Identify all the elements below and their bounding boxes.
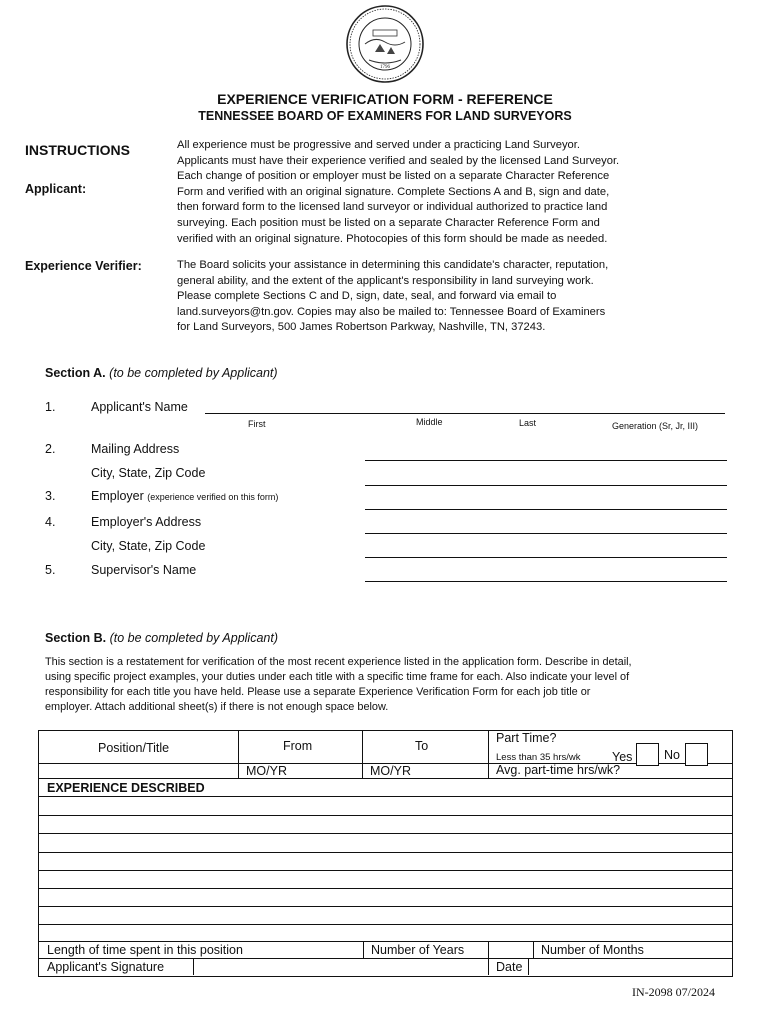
applicant-signature-field[interactable]	[194, 959, 487, 974]
experience-description-field[interactable]	[39, 797, 731, 941]
to-mo-yr-label: MO/YR	[370, 764, 411, 778]
no-checkbox[interactable]	[685, 743, 708, 766]
mailing-address-field[interactable]	[365, 460, 727, 461]
applicant-name-label: Applicant's Name	[91, 400, 188, 414]
last-name-caption: Last	[519, 418, 537, 428]
form-id: IN-2098 07/2024	[632, 985, 715, 999]
employer-label: Employer (experience verified on this form)	[91, 489, 279, 503]
applicant-label: Applicant:	[25, 182, 87, 196]
item-number: 1.	[45, 400, 56, 414]
verifier-label: Experience Verifier:	[25, 259, 142, 273]
city-state-zip-field[interactable]	[365, 485, 727, 486]
yes-label: Yes	[612, 750, 633, 764]
supervisor-name-field[interactable]	[365, 581, 727, 582]
mailing-address-label: Mailing Address	[91, 442, 180, 456]
applicant-name-field[interactable]	[205, 413, 725, 414]
instructions-label: INSTRUCTIONS	[25, 142, 130, 158]
section-b-heading: Section B. (to be completed by Applicant)	[45, 631, 278, 645]
no-label: No	[664, 748, 680, 762]
item-number: 4.	[45, 515, 56, 529]
part-time-header: Part Time?	[496, 731, 557, 745]
avg-part-time-label: Avg. part-time hrs/wk?	[496, 763, 621, 777]
less-than-hours-label: Less than 35 hrs/wk	[496, 752, 581, 763]
middle-name-caption: Middle	[416, 417, 443, 427]
verifier-instructions: The Board solicits your assistance in determining this candidate's character, reputation, general ability, and the extent of the applicant's responsibility in land surveying work. Please complete Sections C and D, sign, date, seal, and forward via email to land.surveyors@tn.gov. Copies may also be mailed to: Tennessee Board of Examiners for Land Surveyors, 500 James Robertson Parkway, Nashville, TN, 37243.	[177, 259, 609, 334]
supervisor-name-label: Supervisor's Name	[91, 563, 197, 577]
number-of-months-label: Number of Months	[541, 943, 644, 957]
employer-address-field[interactable]	[365, 533, 727, 534]
section-a-heading: Section A. (to be completed by Applicant)	[45, 366, 278, 380]
to-header: To	[415, 739, 429, 753]
number-of-years-label: Number of Years	[371, 943, 465, 957]
form-title: EXPERIENCE VERIFICATION FORM - REFERENCE	[217, 91, 553, 107]
length-of-time-label: Length of time spent in this position	[47, 943, 243, 957]
date-label: Date	[496, 960, 523, 974]
from-mo-yr-label: MO/YR	[246, 764, 287, 778]
experience-described-label: EXPERIENCE DESCRIBED	[47, 781, 205, 795]
section-b-instructions: This section is a restatement for verification of the most recent experience listed in the application form. Describe in detail, using specific project examples, your duties under each title with a specific time frame for each. Also indicate your level of responsibility for each title you have held. Please use a separate Experience Verification Form for each job title or employer. Attach additional sheet(s) if there is not enough space below.	[45, 656, 632, 713]
employer-city-state-zip-field[interactable]	[365, 557, 727, 558]
item-number: 5.	[45, 563, 56, 577]
applicant-signature-label: Applicant's Signature	[47, 960, 165, 974]
svg-text:1796: 1796	[380, 65, 390, 70]
form-subtitle: TENNESSEE BOARD OF EXAMINERS FOR LAND SURVEYORS	[198, 109, 572, 123]
employer-field[interactable]	[365, 509, 727, 510]
position-title-header: Position/Title	[98, 741, 170, 755]
number-of-years-field[interactable]	[489, 942, 532, 957]
first-name-caption: First	[248, 419, 266, 429]
tennessee-state-seal	[345, 4, 425, 84]
applicant-instructions: All experience must be progressive and served under a practicing Land Surveyor. Applicants must have their experience verified and sealed by the licensed Land Surveyor. Each change of position or employer must be listed on a separate Character Reference Form and verified with an original signature. Complete Sections A and B, sign and date, then forward form to the licensed land surveyor or individual authorized to practice land surveying. Each position must be listed on a separate Character Reference Form and verified with an original signature. Photocopies of this form should be made as needed.	[177, 139, 620, 245]
employer-city-state-zip-label: City, State, Zip Code	[91, 539, 206, 553]
date-field[interactable]	[529, 959, 730, 974]
from-header: From	[283, 739, 313, 753]
generation-caption: Generation (Sr, Jr, III)	[612, 421, 699, 431]
employer-address-label: Employer's Address	[91, 515, 202, 529]
item-number: 3.	[45, 489, 56, 503]
city-state-zip-label: City, State, Zip Code	[91, 466, 206, 480]
item-number: 2.	[45, 442, 56, 456]
yes-checkbox[interactable]	[636, 743, 659, 766]
